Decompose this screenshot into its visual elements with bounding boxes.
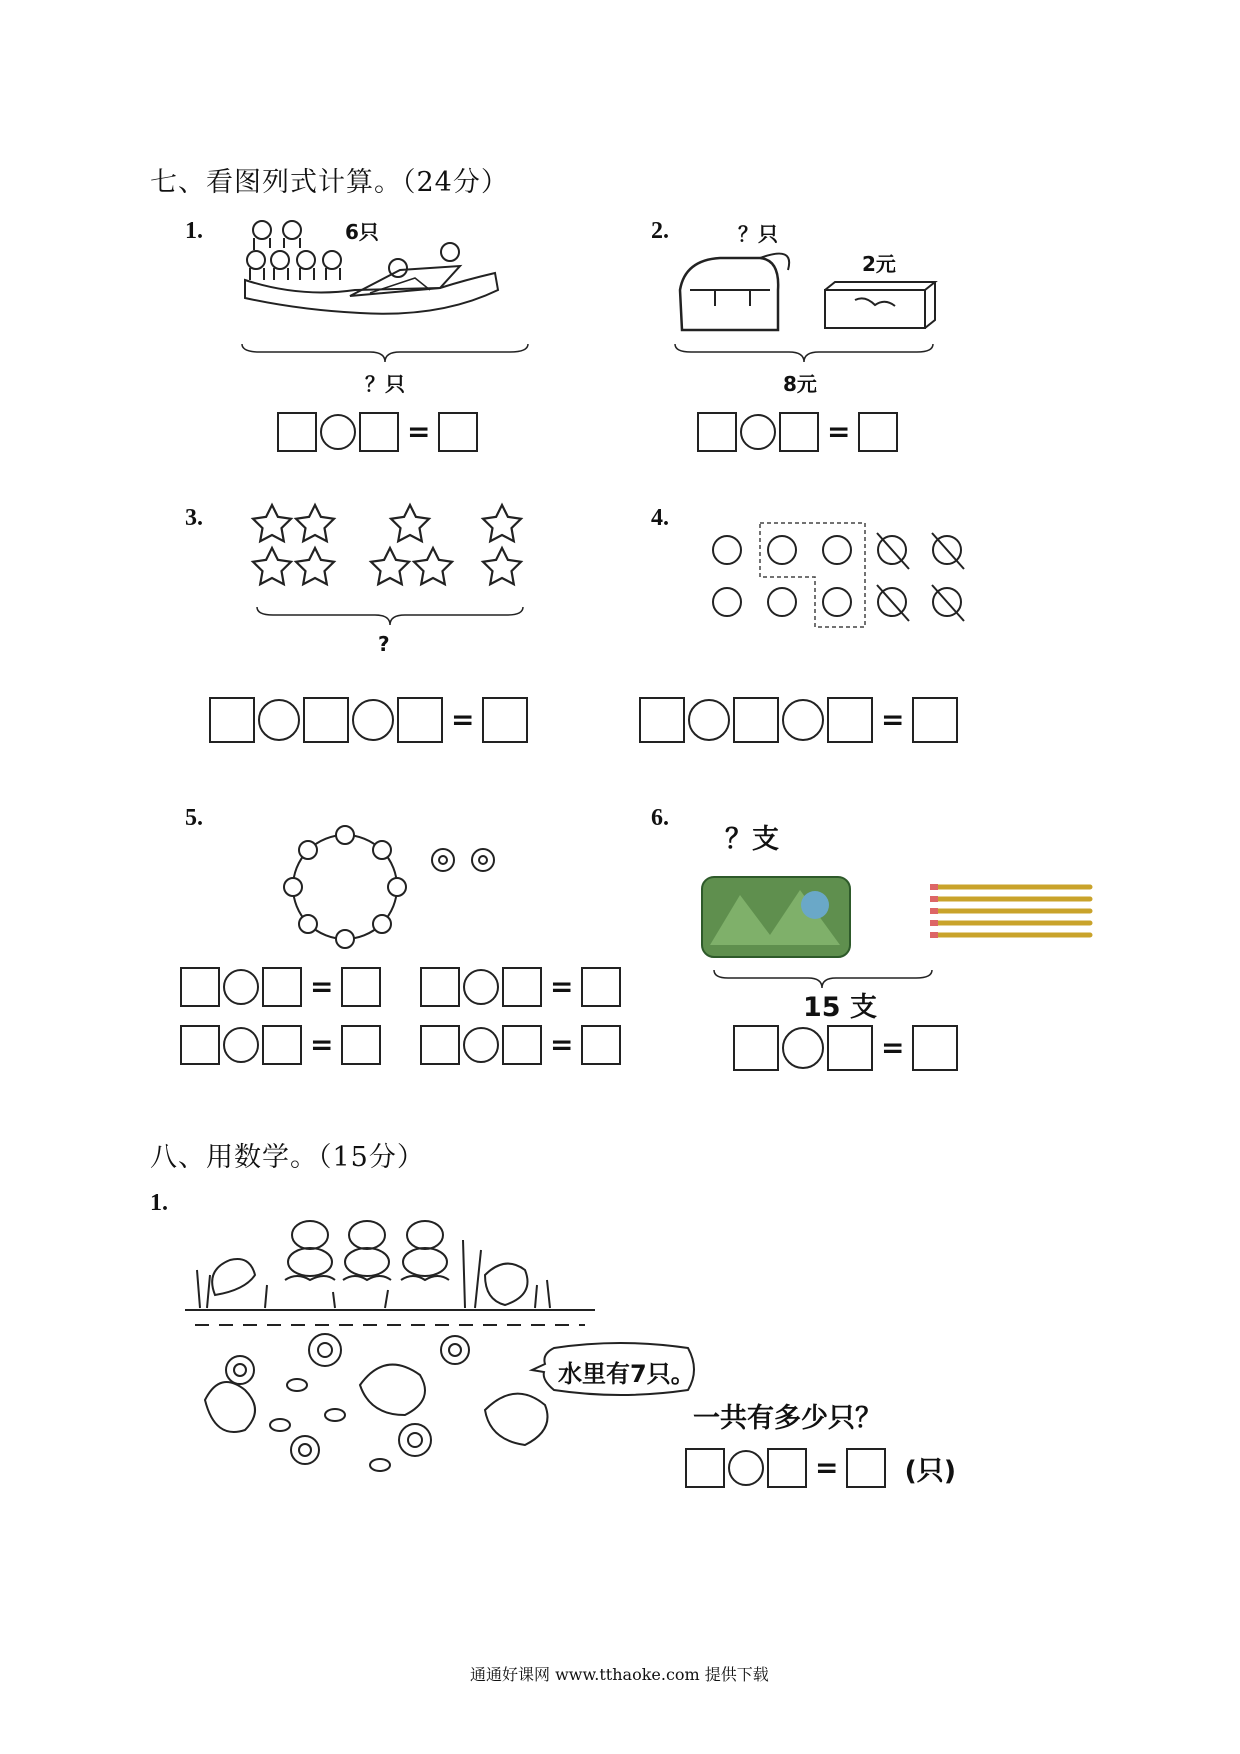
answer-box[interactable] xyxy=(277,412,317,452)
q7-5-number: 5. xyxy=(185,805,203,831)
answer-box[interactable] xyxy=(262,1025,302,1065)
answer-box[interactable] xyxy=(180,967,220,1007)
dogs-boat-illustration xyxy=(240,218,530,338)
result-box[interactable] xyxy=(341,967,381,1007)
result-box[interactable] xyxy=(858,412,898,452)
section-7-title: 七、看图列式计算。（24分） xyxy=(150,167,509,198)
mushroom-ring-illustration xyxy=(278,825,508,955)
operator-circle[interactable] xyxy=(463,1027,499,1063)
answer-box[interactable] xyxy=(767,1448,807,1488)
result-box[interactable] xyxy=(482,697,528,743)
operator-circle[interactable] xyxy=(320,414,356,450)
result-box[interactable] xyxy=(846,1448,886,1488)
answer-box[interactable] xyxy=(827,697,873,743)
answer-box[interactable] xyxy=(697,412,737,452)
q7-1-top-label: 6只 xyxy=(345,220,379,244)
q7-3-equation xyxy=(209,697,528,743)
q8-1-number: 1. xyxy=(150,1190,168,1216)
unit-label: (只) xyxy=(904,1455,957,1487)
equals-sign: = xyxy=(310,970,334,1003)
equals-sign: = xyxy=(881,1031,905,1064)
result-box[interactable] xyxy=(438,412,478,452)
result-box[interactable] xyxy=(581,967,621,1007)
equals-sign: = xyxy=(407,415,431,448)
answer-box[interactable] xyxy=(779,412,819,452)
q7-1-brace xyxy=(240,342,530,364)
operator-circle[interactable] xyxy=(223,1027,259,1063)
q7-1-bottom-label: ？只 xyxy=(365,372,405,396)
answer-box[interactable] xyxy=(733,1025,779,1071)
result-box[interactable] xyxy=(912,697,958,743)
bag-and-pencil-box-illustration xyxy=(670,240,940,340)
speech-bubble-text: 水里有7只。 xyxy=(558,1360,695,1388)
q7-6-bottom-label: 15 支 xyxy=(803,992,877,1023)
equals-sign: = xyxy=(815,1451,839,1484)
equals-sign: = xyxy=(881,703,905,736)
q7-6-number: 6. xyxy=(651,805,669,831)
q7-2-bag-label: ？只 xyxy=(738,222,778,246)
q7-5-equation-1 xyxy=(180,967,381,1007)
operator-circle[interactable] xyxy=(688,699,730,741)
equals-sign: = xyxy=(550,970,574,1003)
operator-circle[interactable] xyxy=(782,1027,824,1069)
answer-box[interactable] xyxy=(420,1025,460,1065)
q7-3-bottom-label: ? xyxy=(378,632,390,656)
q7-2-brace xyxy=(673,342,935,364)
q7-1-number: 1. xyxy=(185,218,203,244)
answer-box[interactable] xyxy=(397,697,443,743)
answer-box[interactable] xyxy=(502,1025,542,1065)
answer-box[interactable] xyxy=(639,697,685,743)
operator-circle[interactable] xyxy=(223,969,259,1005)
equals-sign: = xyxy=(550,1028,574,1061)
q7-1-equation xyxy=(277,412,478,452)
q7-2-bottom-label: 8元 xyxy=(783,372,817,396)
result-box[interactable] xyxy=(581,1025,621,1065)
operator-circle[interactable] xyxy=(463,969,499,1005)
answer-box[interactable] xyxy=(420,967,460,1007)
section-8-title: 八、用数学。（15分） xyxy=(150,1142,425,1173)
equals-sign: = xyxy=(827,415,851,448)
frogs-pond-illustration xyxy=(185,1200,595,1490)
circles-group xyxy=(705,515,980,635)
q7-6-equation xyxy=(733,1025,958,1071)
q8-1-question: 一共有多少只？ xyxy=(693,1403,882,1434)
equals-sign: = xyxy=(451,703,475,736)
answer-box[interactable] xyxy=(733,697,779,743)
stars-group xyxy=(250,500,530,592)
answer-box[interactable] xyxy=(827,1025,873,1071)
answer-box[interactable] xyxy=(180,1025,220,1065)
answer-box[interactable] xyxy=(262,967,302,1007)
operator-circle[interactable] xyxy=(352,699,394,741)
operator-circle[interactable] xyxy=(782,699,824,741)
operator-circle[interactable] xyxy=(728,1450,764,1486)
operator-circle[interactable] xyxy=(740,414,776,450)
q7-5-equation-4 xyxy=(420,1025,621,1065)
q7-5-equation-2 xyxy=(420,967,621,1007)
q7-3-number: 3. xyxy=(185,505,203,531)
operator-circle[interactable] xyxy=(258,699,300,741)
answer-box[interactable] xyxy=(303,697,349,743)
answer-box[interactable] xyxy=(685,1448,725,1488)
q7-2-box-label: 2元 xyxy=(862,252,896,276)
footer-text: 通通好课网 www.tthaoke.com 提供下载 xyxy=(470,1665,769,1684)
q7-6-top-label: ？支 xyxy=(725,824,779,855)
equals-sign: = xyxy=(310,1028,334,1061)
pencil-case-and-pencils-illustration xyxy=(700,875,1090,965)
result-box[interactable] xyxy=(341,1025,381,1065)
q8-1-equation xyxy=(685,1448,956,1488)
answer-box[interactable] xyxy=(359,412,399,452)
q7-3-brace xyxy=(255,605,525,627)
q7-2-number: 2. xyxy=(651,218,669,244)
q7-5-equation-3 xyxy=(180,1025,381,1065)
result-box[interactable] xyxy=(912,1025,958,1071)
answer-box[interactable] xyxy=(209,697,255,743)
q7-4-number: 4. xyxy=(651,505,669,531)
answer-box[interactable] xyxy=(502,967,542,1007)
q7-2-equation xyxy=(697,412,898,452)
q7-4-equation xyxy=(639,697,958,743)
